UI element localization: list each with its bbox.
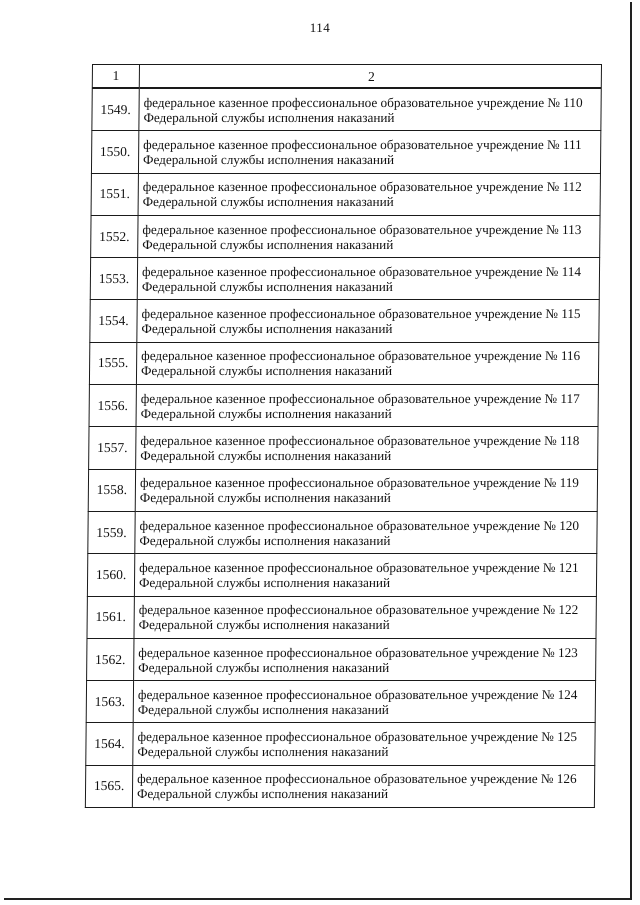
- row-number: 1558.: [88, 469, 135, 511]
- institutions-table: [85, 64, 602, 808]
- table-row: [87, 638, 596, 680]
- row-text-line1: федеральное казенное профессиональное образовательное учреждение № 117: [140, 390, 580, 406]
- table-row: [88, 511, 597, 553]
- table-row: [91, 173, 600, 215]
- row-text-line1: федеральное казенное профессиональное образовательное учреждение № 110: [143, 94, 583, 110]
- row-text-line2: Федеральной службы исполнения наказаний: [143, 109, 395, 125]
- row-text-line2: Федеральной службы исполнения наказаний: [138, 574, 391, 590]
- row-text: [137, 258, 599, 300]
- row-number: 1552.: [91, 215, 138, 257]
- row-text: [138, 131, 600, 173]
- row-number: 1559.: [88, 511, 135, 553]
- row-text: [134, 638, 596, 680]
- table-row: [86, 723, 595, 765]
- row-text: [134, 554, 596, 596]
- table-row: [87, 596, 596, 638]
- row-text-line1: федеральное казенное профессиональное образовательное учреждение № 114: [141, 263, 582, 279]
- row-text-line1: федеральное казенное профессиональное образовательное учреждение № 121: [139, 559, 579, 575]
- row-text-line2: Федеральной службы исполнения наказаний: [140, 448, 392, 464]
- row-text-line2: Федеральной службы исполнения наказаний: [139, 490, 391, 506]
- row-text: [134, 596, 596, 638]
- row-text-line2: Федеральной службы исполнения наказаний: [142, 194, 394, 210]
- row-text-line2: Федеральной службы исполнения наказаний: [141, 278, 393, 294]
- row-number: 1556.: [89, 385, 136, 427]
- table-row: [90, 258, 599, 300]
- row-text: [135, 511, 597, 553]
- row-number: 1553.: [90, 258, 137, 300]
- row-text-line1: федеральное казенное профессиональное образовательное учреждение № 115: [141, 306, 581, 322]
- row-number: 1555.: [89, 342, 136, 384]
- row-text-line1: федеральное казенное профессиональное образовательное учреждение № 112: [142, 179, 582, 195]
- table-row: [92, 88, 601, 131]
- row-text-line1: федеральное казенное профессиональное образовательное учреждение № 119: [139, 475, 580, 491]
- row-text-line1: федеральное казенное профессиональное образовательное учреждение № 126: [137, 771, 577, 787]
- row-text-line2: Федеральной службы исполнения наказаний: [137, 701, 389, 717]
- table-header-row: [92, 65, 601, 89]
- row-text: [136, 427, 598, 469]
- header-col-1: 1: [92, 65, 139, 89]
- row-number: 1557.: [89, 427, 136, 469]
- row-text-line1: федеральное казенное профессиональное образовательное учреждение № 122: [138, 602, 579, 618]
- table-row: [91, 215, 600, 257]
- row-text-line2: Федеральной службы исполнения наказаний: [141, 321, 393, 337]
- row-text: [137, 300, 599, 342]
- row-number: 1551.: [91, 173, 138, 215]
- row-text: [132, 765, 594, 807]
- row-text: [133, 681, 595, 723]
- row-text-line2: Федеральной службы исполнения наказаний: [138, 617, 390, 633]
- table-row: [85, 765, 594, 807]
- row-text-line2: Федеральной службы исполнения наказаний: [136, 786, 389, 802]
- row-text: [139, 88, 601, 131]
- row-number: 1560.: [87, 554, 134, 596]
- row-text-line2: Федеральной службы исполнения наказаний: [137, 744, 389, 760]
- table-row: [89, 427, 598, 469]
- row-text-line1: федеральное казенное профессиональное образовательное учреждение № 120: [139, 517, 580, 533]
- table-row: [90, 300, 599, 342]
- row-text: [138, 173, 600, 215]
- page-number: 114: [309, 20, 331, 35]
- row-text-line1: федеральное казенное профессиональное образовательное учреждение № 125: [137, 729, 578, 745]
- row-text-line1: федеральное казенное профессиональное образовательное учреждение № 111: [143, 136, 582, 152]
- row-text: [136, 342, 598, 384]
- row-text-line1: федеральное казенное профессиональное образовательное учреждение № 118: [140, 433, 580, 449]
- table-row: [91, 131, 600, 173]
- row-text-line1: федеральное казенное профессиональное образовательное учреждение № 123: [138, 644, 578, 660]
- row-number: 1564.: [86, 723, 133, 765]
- row-number: 1554.: [90, 300, 137, 342]
- table-row: [89, 385, 598, 427]
- row-text-line1: федеральное казенное профессиональное образовательное учреждение № 113: [142, 221, 582, 237]
- row-text-line2: Федеральной службы исполнения наказаний: [140, 405, 392, 421]
- row-number: 1565.: [85, 765, 132, 807]
- table-row: [88, 469, 597, 511]
- row-number: 1549.: [92, 88, 139, 131]
- row-text: [136, 385, 598, 427]
- row-number: 1561.: [87, 596, 134, 638]
- header-col-2: 2: [139, 65, 601, 89]
- table-row: [87, 554, 596, 596]
- row-text-line1: федеральное казенное профессиональное образовательное учреждение № 124: [137, 686, 578, 702]
- table-row: [89, 342, 598, 384]
- row-text-line2: Федеральной службы исполнения наказаний: [140, 363, 393, 379]
- row-text: [138, 215, 600, 257]
- row-text-line2: Федеральной службы исполнения наказаний: [143, 151, 395, 167]
- row-number: 1563.: [86, 681, 133, 723]
- row-number: 1562.: [87, 638, 134, 680]
- table-row: [86, 681, 595, 723]
- row-text: [135, 469, 597, 511]
- row-text-line2: Федеральной службы исполнения наказаний: [139, 532, 391, 548]
- row-text-line2: Федеральной службы исполнения наказаний: [142, 236, 394, 252]
- row-text: [133, 723, 595, 765]
- row-text-line1: федеральное казенное профессиональное образовательное учреждение № 116: [141, 348, 581, 364]
- row-number: 1550.: [91, 131, 138, 173]
- row-text-line2: Федеральной службы исполнения наказаний: [138, 659, 390, 675]
